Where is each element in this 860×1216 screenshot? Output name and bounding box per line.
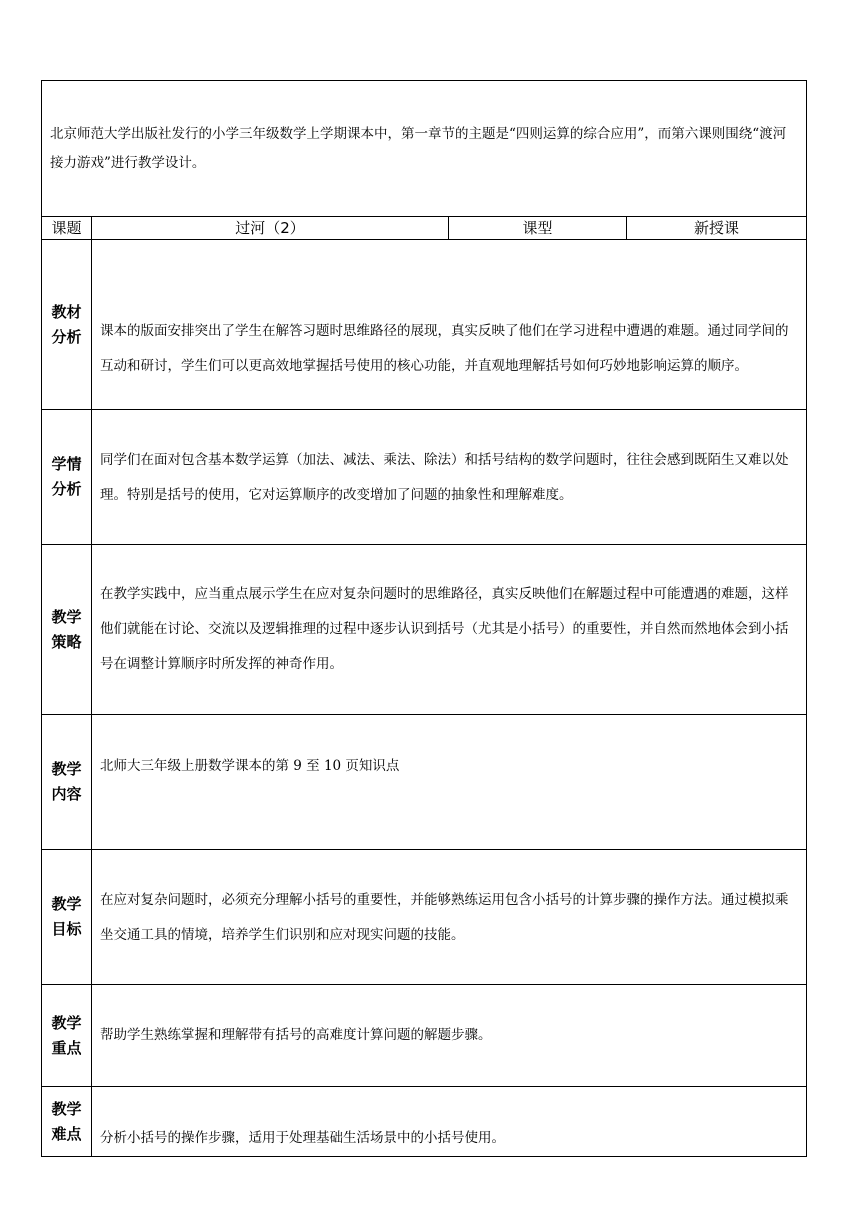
row-label <box>42 850 92 985</box>
lesson-plan-table <box>41 80 807 1157</box>
row-label <box>42 410 92 545</box>
row-label-line1: 学情 <box>51 455 82 473</box>
row-text: 北师大三年级上册数学课本的第 9 至 10 页知识点 <box>100 758 400 774</box>
row-student-analysis <box>42 410 807 545</box>
row-label <box>42 985 92 1087</box>
row-label <box>42 1087 92 1157</box>
intro-text: 北京师范大学出版社发行的小学三年级数学上学期课本中，第一章节的主题是“四则运算的综合应用”，而第六课则围绕“渡河接力游戏”进行教学设计。 <box>42 81 807 217</box>
row-teaching-goals <box>42 850 807 985</box>
topic-label: 课题 <box>42 217 92 240</box>
row-text: 帮助学生熟练掌握和理解带有括号的高难度计算问题的解题步骤。 <box>100 1027 492 1043</box>
row-label-line2: 目标 <box>51 920 82 938</box>
row-label-line1: 教学 <box>51 1013 82 1032</box>
row-difficult-points <box>42 1087 807 1157</box>
type-label: 课型 <box>449 217 627 240</box>
row-text: 同学们在面对包含基本数学运算（加法、减法、乘法、除法）和括号结构的数学问题时，往往会感到既陌生又难以处理。特别是括号的使用，它对运算顺序的改变增加了问题的抽象性和理解难度。 <box>100 452 789 503</box>
row-label-line2: 分析 <box>51 480 82 498</box>
row-content <box>92 715 807 850</box>
row-label-line2: 策略 <box>51 632 82 651</box>
row-text: 在教学实践中，应当重点展示学生在应对复杂问题时的思维路径，真实反映他们在解题过程中可能遭遇的难题，这样他们就能在讨论、交流以及逻辑推理的过程中逐步认识到括号（尤其是小括号）的重要性，并自然而然地体会到小括号在调整计算顺序时所发挥的神奇作用。 <box>100 586 789 672</box>
row-label-line1: 教学 <box>51 1099 82 1118</box>
row-label-line2: 内容 <box>51 785 82 803</box>
row-label-line2: 分析 <box>51 327 82 346</box>
header-row <box>42 217 807 240</box>
row-label-line1: 教学 <box>51 760 82 778</box>
row-content <box>92 240 807 410</box>
lesson-plan-page <box>41 80 806 1157</box>
row-label-line1: 教学 <box>51 895 82 913</box>
row-content <box>92 545 807 715</box>
intro-row <box>42 81 807 217</box>
row-label-line2: 重点 <box>51 1038 82 1057</box>
row-content <box>92 410 807 545</box>
row-textbook-analysis <box>42 240 807 410</box>
row-label <box>42 240 92 410</box>
row-text: 在应对复杂问题时，必须充分理解小括号的重要性，并能够熟练运用包含小括号的计算步骤的操作方法。通过模拟乘坐交通工具的情境，培养学生们识别和应对现实问题的技能。 <box>100 892 789 943</box>
row-label-line1: 教学 <box>51 607 82 626</box>
row-teaching-strategy <box>42 545 807 715</box>
row-label <box>42 715 92 850</box>
row-content <box>92 850 807 985</box>
row-label-line1: 教材 <box>51 302 82 321</box>
row-teaching-content <box>42 715 807 850</box>
topic-value: 过河（2） <box>92 217 449 240</box>
row-text: 分析小括号的操作步骤，适用于处理基础生活场景中的小括号使用。 <box>100 1130 505 1146</box>
row-key-points <box>42 985 807 1087</box>
row-label-line2: 难点 <box>51 1124 82 1143</box>
row-text: 课本的版面安排突出了学生在解答习题时思维路径的展现，真实反映了他们在学习进程中遭遇的难题。通过同学间的互动和研讨，学生们可以更高效地掌握括号使用的核心功能，并直观地理解括号如何巧妙地影响运算的顺序。 <box>100 323 789 374</box>
row-content <box>92 1087 807 1157</box>
row-content <box>92 985 807 1087</box>
type-value: 新授课 <box>627 217 807 240</box>
row-label <box>42 545 92 715</box>
